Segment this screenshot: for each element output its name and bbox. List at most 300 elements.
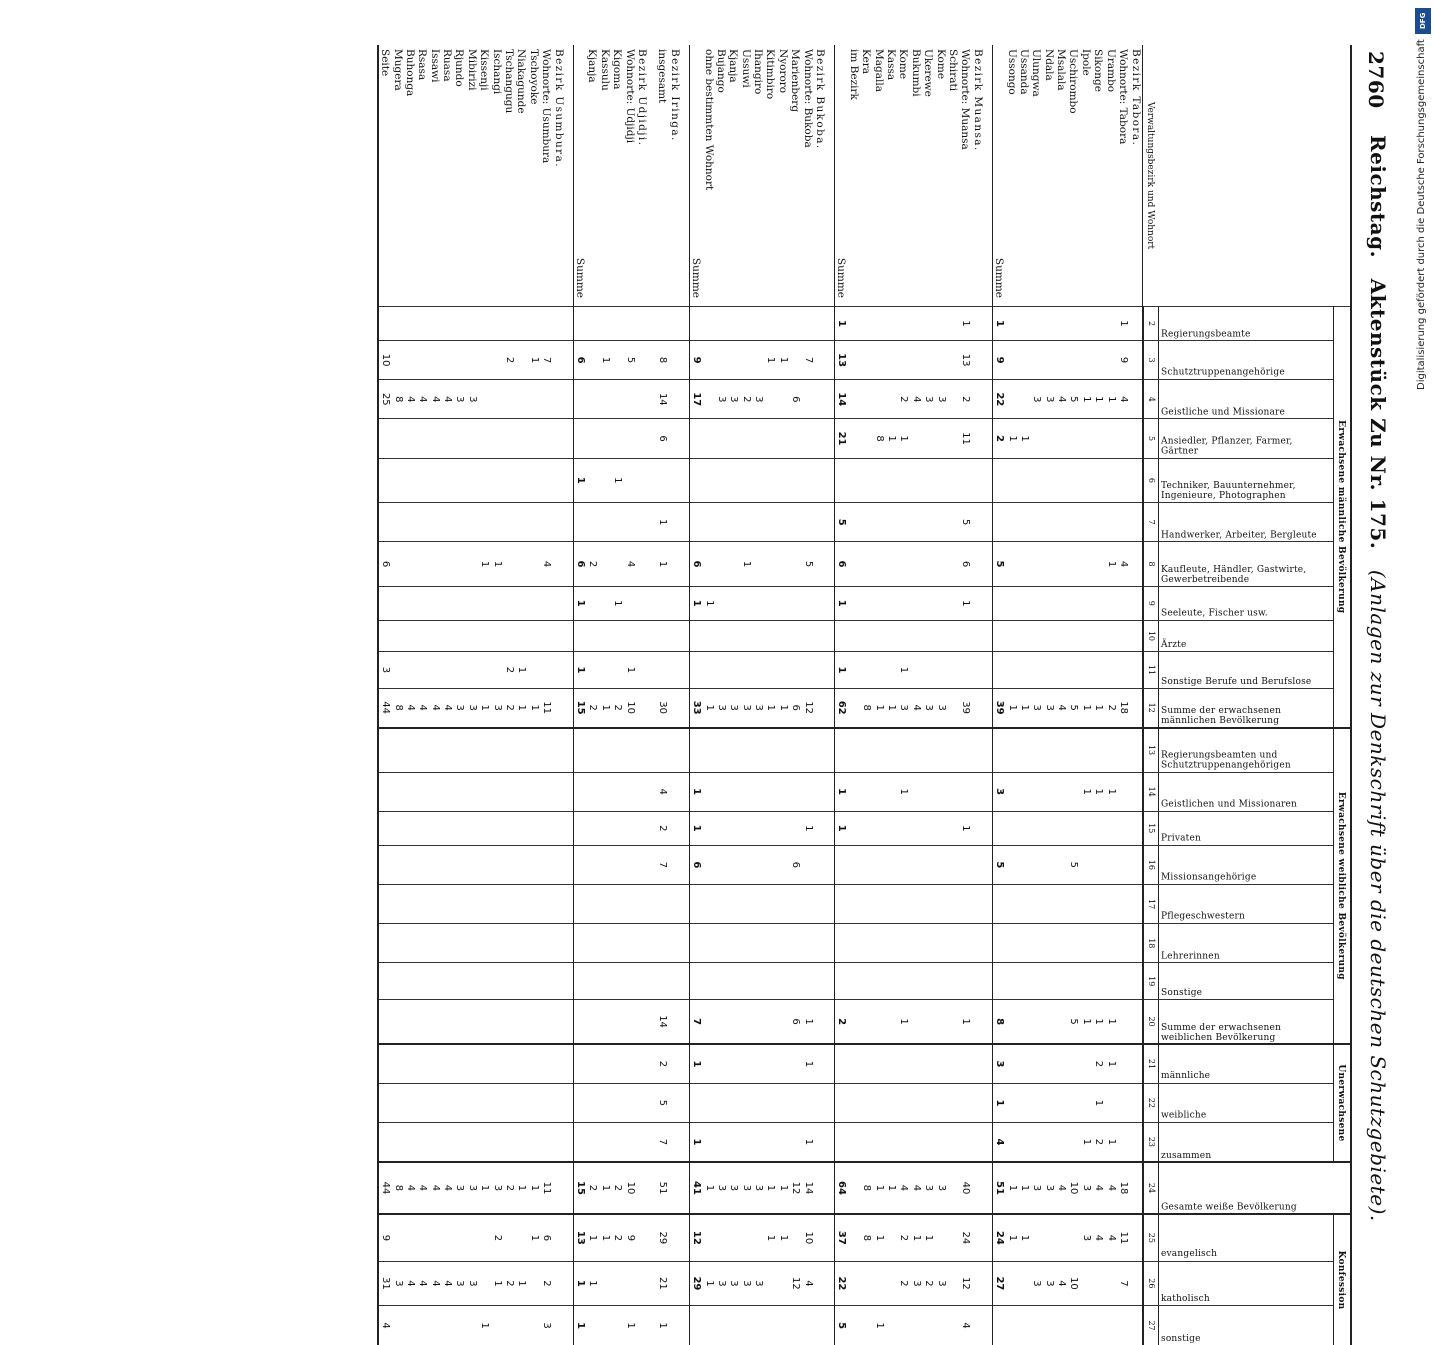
- cell-col-4: [611, 380, 623, 419]
- cell-col-22: [910, 1083, 922, 1122]
- cell-col-26: 3: [934, 1261, 946, 1305]
- cell-col-27: 1: [656, 1306, 668, 1345]
- cell-col-21: [814, 1044, 826, 1083]
- cell-col-21: [826, 1044, 835, 1083]
- cell-col-11: [1129, 652, 1142, 689]
- cell-col-16: [1042, 845, 1054, 884]
- cell-col-3: [1067, 340, 1079, 379]
- place-name: Kigoma: [611, 49, 624, 90]
- cell-col-21: [934, 1044, 946, 1083]
- cell-col-2: [623, 307, 635, 341]
- cell-col-22: 5: [656, 1083, 668, 1122]
- cell-col-18: [715, 924, 727, 963]
- cell-col-20: 14: [656, 1000, 668, 1045]
- cell-col-11: [669, 652, 681, 689]
- cell-col-4: 1: [1080, 380, 1092, 419]
- cell-col-25: [885, 1214, 897, 1261]
- cell-col-26: 7: [1117, 1261, 1129, 1305]
- cell-col-4: [885, 380, 897, 419]
- cell-col-23: [648, 1123, 656, 1162]
- cell-col-14: [636, 772, 648, 811]
- cell-col-14: [1117, 772, 1129, 811]
- place-name: Kjanja: [586, 49, 599, 83]
- cell-col-4: [503, 380, 515, 419]
- cell-col-5: [814, 419, 826, 458]
- cell-col-12: [947, 688, 959, 727]
- table-row: [897, 45, 909, 1345]
- cell-col-11: [727, 652, 739, 689]
- cell-col-2: [972, 307, 984, 341]
- cell-col-20: [1055, 1000, 1067, 1045]
- cell-col-17: [540, 884, 552, 923]
- cell-col-9: 1: [611, 586, 623, 620]
- cell-col-26: [1104, 1261, 1116, 1305]
- cell-col-14: [777, 772, 789, 811]
- cell-col-11: [1080, 652, 1092, 689]
- cell-col-6: [947, 458, 959, 502]
- cell-col-10: [1129, 620, 1142, 651]
- cell-col-7: [1055, 503, 1067, 542]
- cell-col-6: [565, 458, 574, 502]
- cell-col-17: [528, 884, 540, 923]
- cell-col-20: [1117, 1000, 1129, 1045]
- cell-col-7: [1104, 503, 1116, 542]
- cell-col-5: 21: [835, 419, 848, 458]
- cell-col-21: [586, 1044, 598, 1083]
- cell-col-14: [503, 772, 515, 811]
- cell-col-20: 7: [689, 1000, 702, 1045]
- cell-col-21: [478, 1044, 490, 1083]
- table-row: [1117, 45, 1129, 1345]
- cell-col-2: [648, 307, 656, 341]
- cell-col-6: 1: [573, 458, 586, 502]
- table-row: [801, 45, 813, 1345]
- cell-col-3: 7: [801, 340, 813, 379]
- cell-col-15: [1030, 811, 1042, 845]
- cell-col-6: [885, 458, 897, 502]
- cell-col-19: [1018, 963, 1030, 1000]
- cell-col-4: [764, 380, 776, 419]
- cell-col-3: 5: [623, 340, 635, 379]
- cell-col-20: [453, 1000, 465, 1045]
- cell-col-10: [478, 620, 490, 651]
- cell-col-18: [623, 924, 635, 963]
- cell-col-20: 6: [789, 1000, 801, 1045]
- cell-col-17: [897, 884, 909, 923]
- cell-col-11: [416, 652, 428, 689]
- cell-col-16: [503, 845, 515, 884]
- cell-col-11: [429, 652, 441, 689]
- cell-col-13: [972, 728, 984, 772]
- table-row: [416, 45, 428, 1345]
- cell-col-16: [404, 845, 416, 884]
- cell-col-27: [586, 1306, 598, 1345]
- cell-col-20: [391, 1000, 403, 1045]
- place-name: [984, 45, 993, 307]
- cell-col-8: [872, 542, 884, 586]
- cell-col-7: [860, 503, 872, 542]
- cell-col-8: [702, 542, 714, 586]
- spacer-row: [984, 45, 993, 1345]
- cell-col-25: [934, 1214, 946, 1261]
- cell-col-10: [959, 620, 971, 651]
- cell-col-7: [1005, 503, 1017, 542]
- cell-col-5: [689, 419, 702, 458]
- column-header-total: Gesamte weiße Bevölkerung: [1158, 1162, 1351, 1214]
- place-name: [681, 45, 690, 307]
- cell-col-25: 8: [860, 1214, 872, 1261]
- cell-col-10: [503, 620, 515, 651]
- cell-col-8: [1092, 542, 1104, 586]
- cell-col-4: 4: [1117, 380, 1129, 419]
- cell-col-22: [947, 1083, 959, 1122]
- table-row: [656, 45, 668, 1345]
- cell-col-3: 6: [573, 340, 586, 379]
- table-row: [1030, 45, 1042, 1345]
- cell-col-17: [429, 884, 441, 923]
- cell-col-6: [814, 458, 826, 502]
- cell-col-23: [934, 1123, 946, 1162]
- cell-col-5: [466, 419, 478, 458]
- place-name: Wohnorte: Usumbura: [540, 49, 553, 164]
- cell-col-10: [752, 620, 764, 651]
- cell-col-14: [441, 772, 453, 811]
- cell-col-6: [835, 458, 848, 502]
- cell-col-5: [1092, 419, 1104, 458]
- cell-col-12: 5: [1067, 688, 1079, 727]
- cell-col-27: [1042, 1306, 1054, 1345]
- cell-col-18: [490, 924, 502, 963]
- cell-col-25: 1: [599, 1214, 611, 1261]
- cell-col-10: [777, 620, 789, 651]
- cell-col-10: [1005, 620, 1017, 651]
- cell-col-4: 8: [391, 380, 403, 419]
- cell-col-13: [1030, 728, 1042, 772]
- cell-col-2: 1: [959, 307, 971, 341]
- column-header-12: Summe der erwachsenen männlichen Bevölkerung: [1158, 688, 1333, 727]
- cell-col-13: [599, 728, 611, 772]
- cell-col-25: 13: [573, 1214, 586, 1261]
- cell-col-19: [552, 963, 564, 1000]
- group-header-women: Erwachsene weibliche Bevölkerung: [1333, 728, 1351, 1045]
- cell-col-27: 4: [378, 1306, 391, 1345]
- cell-col-12: [552, 688, 564, 727]
- cell-col-12: 1: [528, 688, 540, 727]
- cell-col-14: [378, 772, 391, 811]
- cell-col-27: [441, 1306, 453, 1345]
- place-name: Kassulu: [598, 49, 611, 91]
- cell-col-6: [599, 458, 611, 502]
- cell-col-17: [404, 884, 416, 923]
- cell-col-13: [740, 728, 752, 772]
- cell-col-27: [416, 1306, 428, 1345]
- cell-col-13: [715, 728, 727, 772]
- cell-col-26: 10: [1067, 1261, 1079, 1305]
- cell-col-26: [669, 1261, 681, 1305]
- cell-col-22: [740, 1083, 752, 1122]
- cell-col-16: [1092, 845, 1104, 884]
- cell-col-13: [1042, 728, 1054, 772]
- cell-col-8: 6: [959, 542, 971, 586]
- cell-col-13: [404, 728, 416, 772]
- cell-col-22: [826, 1083, 835, 1122]
- cell-col-21: [453, 1044, 465, 1083]
- cell-col-21: [1055, 1044, 1067, 1083]
- cell-col-26: 21: [656, 1261, 668, 1305]
- cell-col-17: [573, 884, 586, 923]
- cell-col-24: [984, 1162, 993, 1214]
- cell-col-26: 1: [490, 1261, 502, 1305]
- cell-col-14: [599, 772, 611, 811]
- cell-col-3: 13: [835, 340, 848, 379]
- cell-col-13: [1129, 728, 1142, 772]
- table-row: [453, 45, 465, 1345]
- cell-col-3: [872, 340, 884, 379]
- cell-col-20: [540, 1000, 552, 1045]
- cell-col-27: [636, 1306, 648, 1345]
- cell-col-19: [764, 963, 776, 1000]
- cell-col-12: 10: [623, 688, 635, 727]
- cell-col-25: 9: [623, 1214, 635, 1261]
- cell-col-17: [814, 884, 826, 923]
- place-name: Rsasa: [416, 49, 429, 81]
- cell-col-22: [702, 1083, 714, 1122]
- cell-col-23: [789, 1123, 801, 1162]
- cell-col-3: [466, 340, 478, 379]
- cell-col-9: [740, 586, 752, 620]
- cell-col-16: 5: [992, 845, 1005, 884]
- cell-col-24: 2: [586, 1162, 598, 1214]
- cell-col-5: [947, 419, 959, 458]
- cell-col-16: [984, 845, 993, 884]
- place-name: Schirati: [946, 49, 959, 92]
- cell-col-4: 22: [992, 380, 1005, 419]
- cell-col-20: [528, 1000, 540, 1045]
- cell-col-15: [1042, 811, 1054, 845]
- cell-col-11: [1067, 652, 1079, 689]
- cell-col-16: [764, 845, 776, 884]
- cell-col-6: [378, 458, 391, 502]
- cell-col-8: [1018, 542, 1030, 586]
- cell-col-19: [391, 963, 403, 1000]
- cell-col-18: [466, 924, 478, 963]
- cell-col-11: [848, 652, 860, 689]
- column-header-8: Kaufleute, Händler, Gastwirte, Gewerbetreibende: [1158, 542, 1333, 586]
- cell-col-17: [984, 884, 993, 923]
- cell-col-24: 1: [515, 1162, 527, 1214]
- cell-col-7: [814, 503, 826, 542]
- cell-col-23: [1018, 1123, 1030, 1162]
- cell-col-23: [586, 1123, 598, 1162]
- cell-col-5: [623, 419, 635, 458]
- cell-col-4: [1005, 380, 1017, 419]
- cell-col-7: [947, 503, 959, 542]
- cell-col-5: [552, 419, 564, 458]
- cell-col-12: 1: [478, 688, 490, 727]
- cell-col-8: [636, 542, 648, 586]
- cell-col-10: [404, 620, 416, 651]
- cell-col-19: [656, 963, 668, 1000]
- cell-col-15: [611, 811, 623, 845]
- cell-col-20: [972, 1000, 984, 1045]
- cell-col-18: [1104, 924, 1116, 963]
- cell-col-18: [885, 924, 897, 963]
- cell-col-14: [872, 772, 884, 811]
- cell-col-12: 4: [416, 688, 428, 727]
- cell-col-7: [910, 503, 922, 542]
- cell-col-25: 29: [656, 1214, 668, 1261]
- cell-col-5: [404, 419, 416, 458]
- cell-col-20: [910, 1000, 922, 1045]
- column-number-3: 3: [1143, 340, 1159, 379]
- cell-col-19: [599, 963, 611, 1000]
- cell-col-5: [922, 419, 934, 458]
- cell-col-12: 15: [573, 688, 586, 727]
- place-name: Uschirombo: [1067, 49, 1080, 114]
- cell-col-3: [453, 340, 465, 379]
- section-row: [972, 45, 984, 1345]
- cell-col-24: [1129, 1162, 1142, 1214]
- cell-col-19: [727, 963, 739, 1000]
- cell-col-5: [1042, 419, 1054, 458]
- cell-col-4: 3: [715, 380, 727, 419]
- cell-col-9: [764, 586, 776, 620]
- cell-col-16: 7: [656, 845, 668, 884]
- cell-col-8: 6: [689, 542, 702, 586]
- cell-col-4: 3: [934, 380, 946, 419]
- cell-col-3: [910, 340, 922, 379]
- cell-col-17: [1117, 884, 1129, 923]
- cell-col-8: 4: [540, 542, 552, 586]
- cell-col-12: [648, 688, 656, 727]
- cell-col-11: 1: [897, 652, 909, 689]
- cell-col-21: [872, 1044, 884, 1083]
- cell-col-15: [702, 811, 714, 845]
- cell-col-10: [466, 620, 478, 651]
- cell-col-15: [599, 811, 611, 845]
- cell-col-13: [1080, 728, 1092, 772]
- cell-col-5: [681, 419, 690, 458]
- cell-col-19: [740, 963, 752, 1000]
- cell-col-15: [764, 811, 776, 845]
- column-header-14: Geistlichen und Missionaren: [1158, 772, 1333, 811]
- cell-col-20: [885, 1000, 897, 1045]
- cell-col-18: [764, 924, 776, 963]
- cell-col-6: [1042, 458, 1054, 502]
- cell-col-25: 1: [586, 1214, 598, 1261]
- cell-col-13: [789, 728, 801, 772]
- cell-col-5: [860, 419, 872, 458]
- cell-col-4: [565, 380, 574, 419]
- cell-col-20: [1030, 1000, 1042, 1045]
- cell-col-22: [681, 1083, 690, 1122]
- cell-col-8: [515, 542, 527, 586]
- cell-col-25: 1: [922, 1214, 934, 1261]
- cell-col-25: [1129, 1214, 1142, 1261]
- cell-col-13: [623, 728, 635, 772]
- column-header-15: Privaten: [1158, 811, 1333, 845]
- cell-col-24: [648, 1162, 656, 1214]
- cell-col-12: 1: [764, 688, 776, 727]
- cell-col-24: 4: [429, 1162, 441, 1214]
- cell-col-9: [1092, 586, 1104, 620]
- cell-col-21: [391, 1044, 403, 1083]
- cell-col-26: 3: [1030, 1261, 1042, 1305]
- cell-col-6: [764, 458, 776, 502]
- cell-col-19: [1104, 963, 1116, 1000]
- cell-col-3: [611, 340, 623, 379]
- cell-col-21: [466, 1044, 478, 1083]
- table-row: [599, 45, 611, 1345]
- cell-col-9: [490, 586, 502, 620]
- cell-col-17: [1018, 884, 1030, 923]
- cell-col-4: [826, 380, 835, 419]
- cell-col-6: [702, 458, 714, 502]
- cell-col-15: [814, 811, 826, 845]
- cell-col-26: [1129, 1261, 1142, 1305]
- cell-col-10: [1018, 620, 1030, 651]
- cell-col-3: 13: [959, 340, 971, 379]
- cell-col-4: [984, 380, 993, 419]
- cell-col-16: [1104, 845, 1116, 884]
- cell-col-19: [959, 963, 971, 1000]
- cell-col-27: [429, 1306, 441, 1345]
- column-number-10: 10: [1143, 620, 1159, 651]
- cell-col-21: [623, 1044, 635, 1083]
- cell-col-20: [826, 1000, 835, 1045]
- cell-col-14: [416, 772, 428, 811]
- column-header-11: Sonstige Berufe und Berufslose: [1158, 652, 1333, 689]
- cell-col-25: 1: [872, 1214, 884, 1261]
- page-header: [1354, 45, 1392, 1345]
- cell-col-6: [429, 458, 441, 502]
- cell-col-20: 1: [897, 1000, 909, 1045]
- cell-col-24: 3: [1030, 1162, 1042, 1214]
- cell-col-25: 2: [490, 1214, 502, 1261]
- cell-col-8: [1005, 542, 1017, 586]
- cell-col-16: [872, 845, 884, 884]
- cell-col-6: [992, 458, 1005, 502]
- cell-col-24: 12: [789, 1162, 801, 1214]
- cell-col-12: 3: [490, 688, 502, 727]
- cell-col-2: [910, 307, 922, 341]
- place-name: Kjanja: [727, 49, 740, 83]
- cell-col-13: [565, 728, 574, 772]
- cell-col-3: [1055, 340, 1067, 379]
- cell-col-24: 3: [752, 1162, 764, 1214]
- cell-col-14: [1042, 772, 1054, 811]
- cell-col-18: [1055, 924, 1067, 963]
- cell-col-11: [552, 652, 564, 689]
- cell-col-25: 4: [1092, 1214, 1104, 1261]
- cell-col-7: [984, 503, 993, 542]
- place-name: Ischangi: [490, 49, 503, 95]
- cell-col-12: 3: [727, 688, 739, 727]
- cell-col-24: 4: [404, 1162, 416, 1214]
- cell-col-24: 3: [1080, 1162, 1092, 1214]
- cell-col-18: [689, 924, 702, 963]
- cell-col-5: [752, 419, 764, 458]
- cell-col-26: 1: [586, 1261, 598, 1305]
- cell-col-9: [669, 586, 681, 620]
- column-number-18: 18: [1143, 924, 1159, 963]
- cell-col-25: 6: [540, 1214, 552, 1261]
- cell-col-25: [972, 1214, 984, 1261]
- cell-col-3: [984, 340, 993, 379]
- column-header-25: evangelisch: [1158, 1214, 1333, 1261]
- cell-col-23: [910, 1123, 922, 1162]
- cell-col-15: [1067, 811, 1079, 845]
